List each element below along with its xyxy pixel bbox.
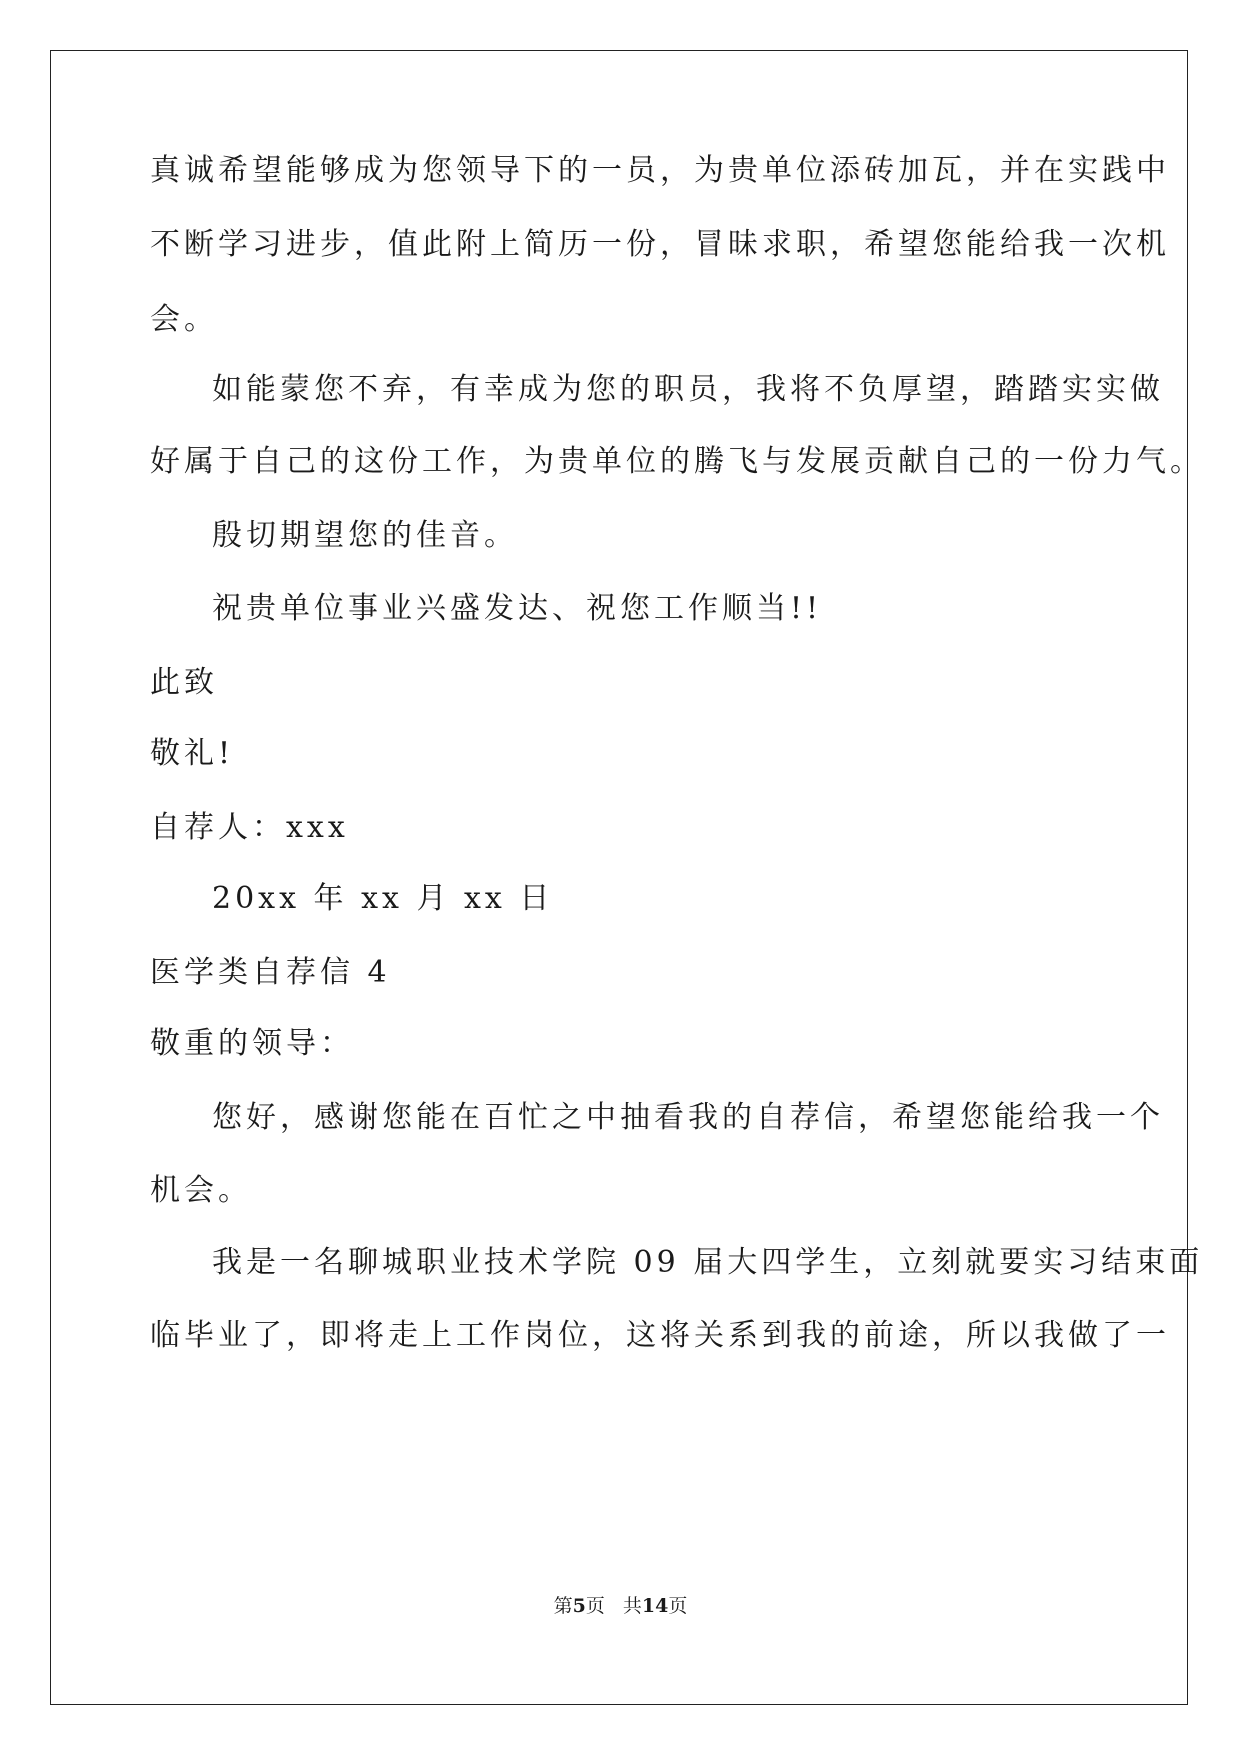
signature-line: 自荐人：xxx	[150, 810, 349, 845]
page-suffix: 页	[585, 1595, 605, 1617]
body-text-line: 如能蒙您不弃，有幸成为您的职员，我将不负厚望，踏踏实实做	[212, 372, 1164, 407]
body-text-line: 临毕业了，即将走上工作岗位，这将关系到我的前途，所以我做了一	[150, 1318, 1170, 1353]
body-text-line: 机会。	[150, 1173, 252, 1208]
body-text-line: 殷切期望您的佳音。	[212, 518, 518, 553]
body-text-line: 祝贵单位事业兴盛发达、祝您工作顺当!!	[212, 591, 823, 626]
body-text-line: 您好，感谢您能在百忙之中抽看我的自荐信，希望您能给我一个	[212, 1100, 1164, 1135]
greeting-line: 敬重的领导：	[150, 1026, 354, 1061]
total-suffix: 页	[668, 1595, 688, 1617]
body-text-line: 好属于自己的这份工作，为贵单位的腾飞与发展贡献自己的一份力气。	[150, 444, 1204, 479]
date-line: 20xx 年 xx 月 xx 日	[212, 881, 554, 916]
body-text-line: 会。	[150, 302, 218, 337]
page-number: 5	[572, 1595, 586, 1617]
section-heading: 医学类自荐信 4	[150, 955, 391, 990]
total-prefix: 共	[622, 1595, 642, 1617]
page-footer	[0, 1594, 1241, 1618]
closing-line: 此致	[150, 665, 218, 700]
body-text-line: 不断学习进步，值此附上简历一份，冒昧求职，希望您能给我一次机	[150, 227, 1170, 262]
body-text-line: 真诚希望能够成为您领导下的一员，为贵单位添砖加瓦，并在实践中	[150, 153, 1170, 188]
body-text-line: 我是一名聊城职业技术学院 09 届大四学生，立刻就要实习结束面	[212, 1245, 1204, 1280]
total-pages: 14	[641, 1595, 669, 1617]
closing-salutation: 敬礼!	[150, 736, 235, 771]
page-prefix: 第	[553, 1595, 573, 1617]
page-border	[50, 50, 1188, 1705]
